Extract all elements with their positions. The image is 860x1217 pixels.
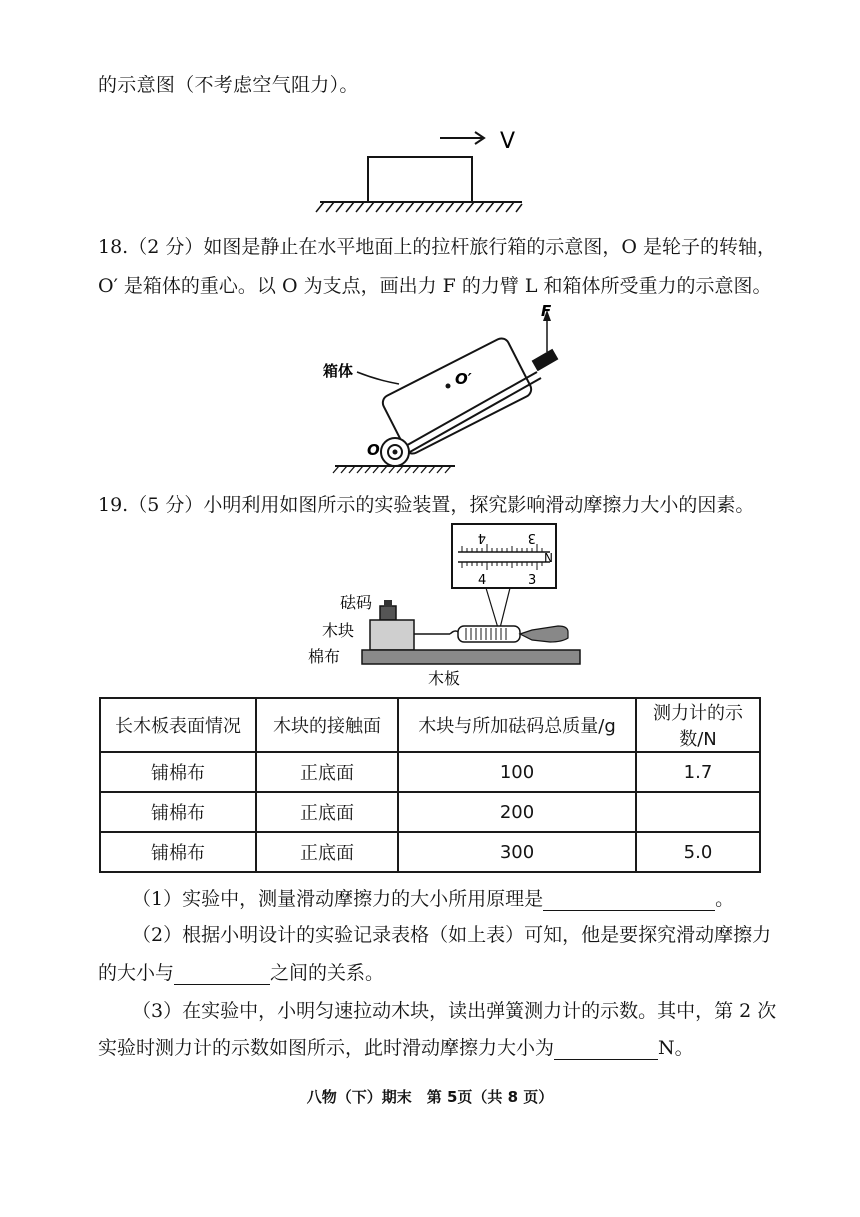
table-cell: 正底面 bbox=[256, 792, 398, 832]
intro-line: 的示意图（不考虑空气阻力）。 bbox=[98, 74, 359, 96]
q19-sub2-line2 bbox=[98, 958, 384, 985]
fig19-friction-apparatus bbox=[300, 522, 590, 692]
table-header: 木块的接触面 bbox=[256, 698, 398, 752]
cloth-label: 棉布 bbox=[308, 647, 341, 666]
pulling-hand bbox=[520, 626, 568, 642]
zoom-line-left bbox=[486, 588, 498, 628]
board-label: 木板 bbox=[428, 669, 461, 688]
q19-sub3-line2 bbox=[98, 1033, 694, 1060]
ground-hatching bbox=[316, 202, 522, 212]
table-row bbox=[100, 832, 760, 872]
page-footer: 八物（下）期末 第 5页（共 8 页） bbox=[306, 1088, 554, 1106]
table-cell: 正底面 bbox=[256, 832, 398, 872]
wood-block bbox=[370, 620, 414, 650]
q19-sub2-end: 之间的关系。 bbox=[270, 962, 385, 984]
q19-sub3-end: N。 bbox=[658, 1037, 694, 1059]
scale-top-left: 4 bbox=[477, 530, 486, 545]
table-cell: 铺棉布 bbox=[100, 792, 256, 832]
table-cell: 正底面 bbox=[256, 752, 398, 792]
table-row bbox=[100, 752, 760, 792]
cotton-cloth-board bbox=[362, 650, 580, 664]
table-header: 测力计的示数/N bbox=[636, 698, 760, 752]
axis-label: O bbox=[367, 441, 380, 459]
scale-bottom-right: 3 bbox=[528, 573, 537, 588]
q19-sub2-text: 的大小与 bbox=[98, 962, 175, 984]
handle-grip bbox=[532, 349, 559, 371]
block-label: 木块 bbox=[322, 621, 355, 640]
table-cell: 铺棉布 bbox=[100, 832, 256, 872]
table-cell: 5.0 bbox=[636, 832, 760, 872]
wheel-axis bbox=[393, 450, 398, 455]
zoom-line-right bbox=[500, 588, 510, 628]
force-label: F bbox=[541, 302, 552, 320]
answer-blank-2[interactable] bbox=[174, 966, 270, 985]
table-header-row bbox=[100, 698, 760, 752]
experiment-table bbox=[99, 697, 761, 873]
ground-hatching-18 bbox=[333, 466, 451, 473]
scale-top-right: 3 bbox=[527, 530, 536, 545]
q18-line1: 18.（2 分）如图是静止在水平地面上的拉杆旅行箱的示意图，O 是轮子的转轴， bbox=[98, 236, 776, 258]
weight-label: 砝码 bbox=[340, 593, 373, 612]
scale-zoom-box bbox=[452, 524, 556, 588]
table-cell: 100 bbox=[398, 752, 636, 792]
weight-knob bbox=[384, 600, 392, 607]
table-cell bbox=[636, 792, 760, 832]
table-cell: 铺棉布 bbox=[100, 752, 256, 792]
box-label-leader bbox=[357, 372, 399, 384]
q18-line2: O′ 是箱体的重心。以 O 为支点，画出力 F 的力臂 L 和箱体所受重力的示意图。 bbox=[98, 275, 772, 297]
fig17-block-diagram bbox=[310, 120, 540, 220]
velocity-label: V bbox=[500, 129, 516, 154]
q19-sub3-text: 实验时测力计的示数如图所示，此时滑动摩擦力大小为 bbox=[98, 1037, 555, 1059]
spring-scale-body bbox=[458, 626, 520, 642]
weight-body bbox=[380, 606, 396, 620]
q19-sub2-line1: （2）根据小明设计的实验记录表格（如上表）可知，他是要探究滑动摩擦力 bbox=[132, 924, 772, 946]
q19-line1: 19.（5 分）小明利用如图所示的实验装置，探究影响滑动摩擦力大小的因素。 bbox=[98, 494, 755, 516]
table-cell: 1.7 bbox=[636, 752, 760, 792]
block bbox=[368, 157, 472, 202]
q19-sub3-line1: （3）在实验中，小明匀速拉动木块，读出弹簧测力计的示数。其中，第 2 次 bbox=[132, 1000, 777, 1022]
q19-sub1-text: （1）实验中，测量滑动摩擦力的大小所用原理是 bbox=[132, 888, 544, 910]
fig18-suitcase bbox=[315, 300, 565, 478]
scale-bottom-left: 4 bbox=[478, 573, 487, 588]
q19-sub1-end: 。 bbox=[715, 888, 735, 910]
table-cell: 300 bbox=[398, 832, 636, 872]
center-of-gravity-dot bbox=[446, 384, 451, 389]
answer-blank-1[interactable] bbox=[543, 892, 715, 911]
scale-unit: N bbox=[544, 551, 553, 565]
table-header: 木块与所加砝码总质量/g bbox=[398, 698, 636, 752]
q19-sub1 bbox=[132, 884, 734, 911]
table-row bbox=[100, 792, 760, 832]
table-cell: 200 bbox=[398, 792, 636, 832]
answer-blank-3[interactable] bbox=[554, 1041, 658, 1060]
center-label: O′ bbox=[455, 370, 472, 388]
table-header: 长木板表面情况 bbox=[100, 698, 256, 752]
box-label: 箱体 bbox=[323, 362, 354, 380]
